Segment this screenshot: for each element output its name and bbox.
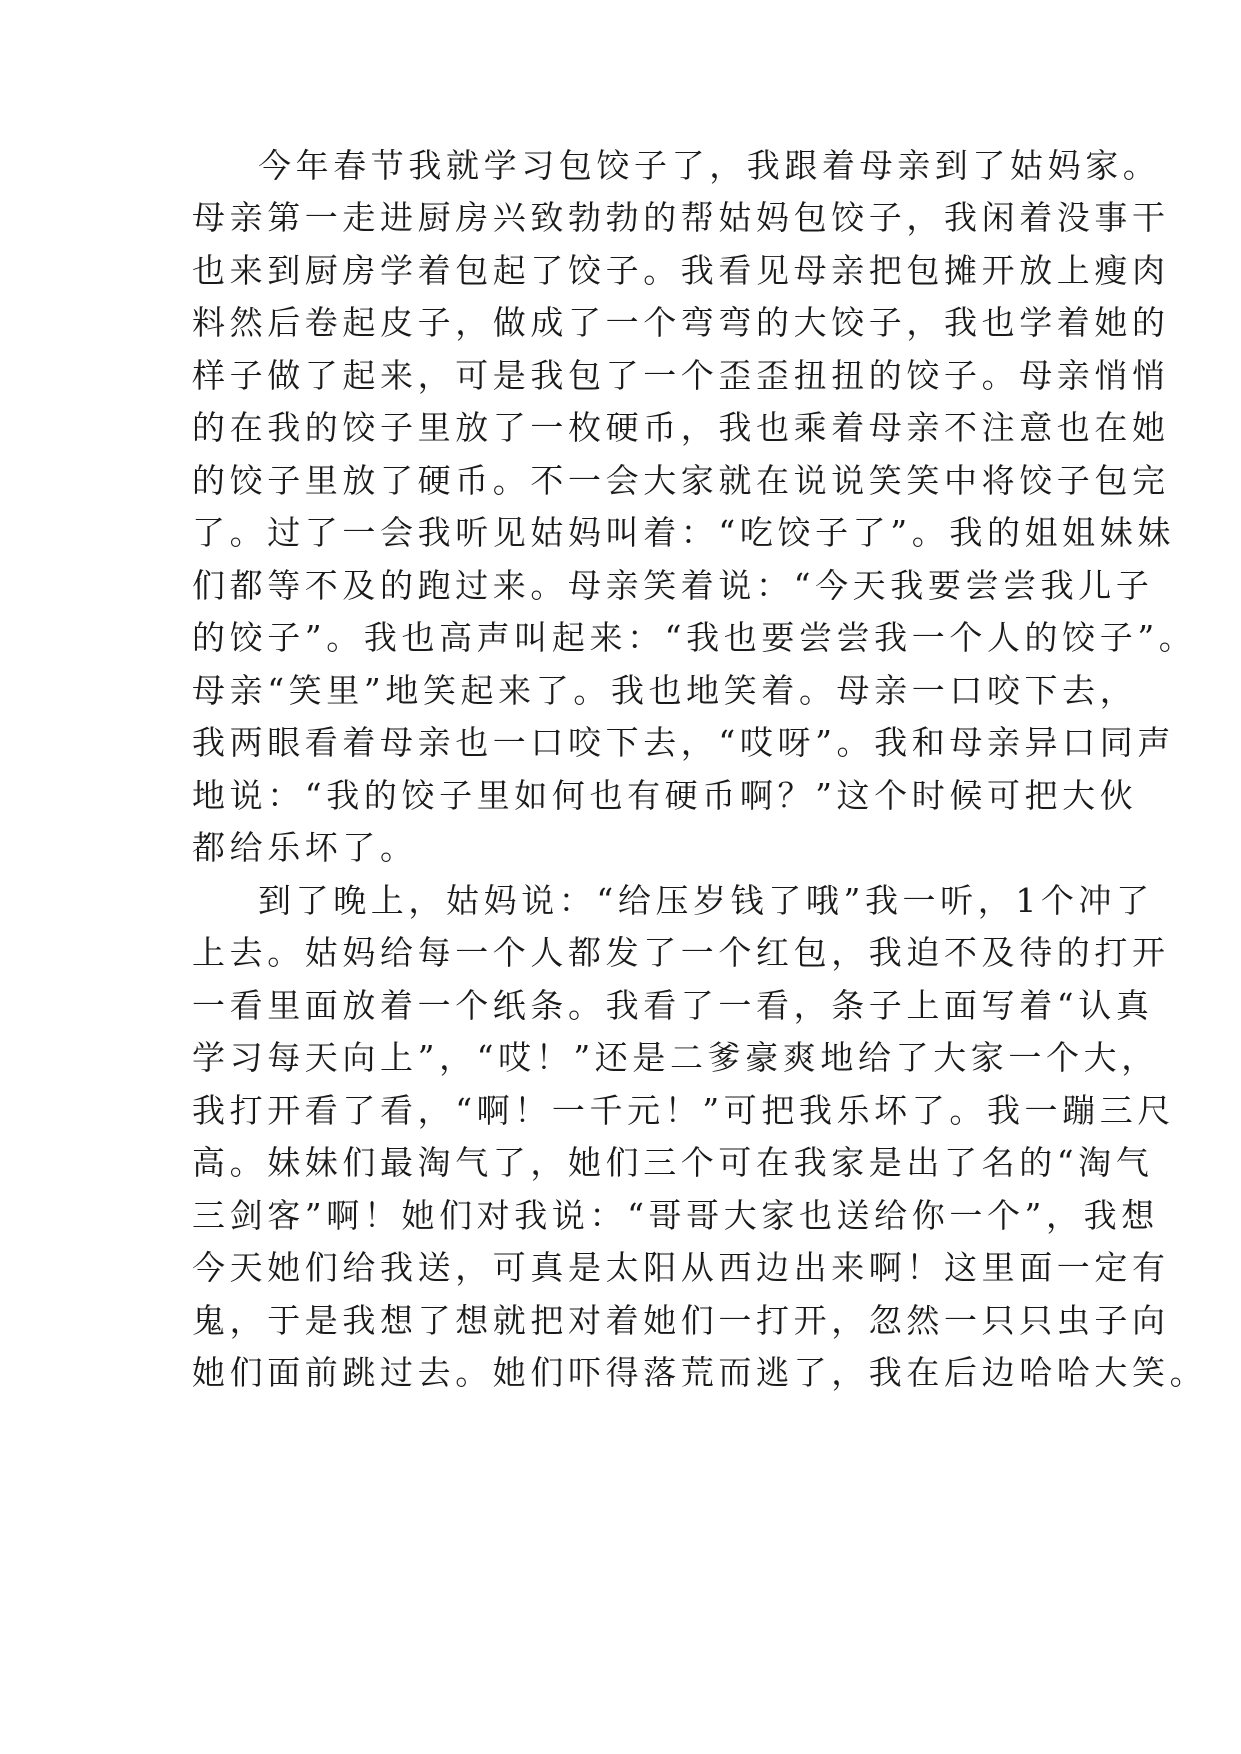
text-line: 都给乐坏了。 <box>192 828 418 867</box>
text-line: 今天她们给我送，可真是太阳从西边出来啊！这里面一定有 <box>192 1248 1170 1287</box>
text-line: 一看里面放着一个纸条。我看了一看，条子上面写着“认真 <box>192 986 1154 1025</box>
text-line: 我打开看了看，“啊！一千元！”可把我乐坏了。我一蹦三尺 <box>192 1091 1175 1130</box>
text-line: 到了晚上，姑妈说：“给压岁钱了哦”我一听，1个冲了 <box>258 881 1154 920</box>
text-line: 的饺子”。我也高声叫起来：“我也要尝尝我一个人的饺子”。 <box>192 618 1197 657</box>
text-line: 上去。姑妈给每一个人都发了一个红包，我迫不及待的打开 <box>192 933 1170 972</box>
text-line: 母亲第一走进厨房兴致勃勃的帮姑妈包饺子，我闲着没事干 <box>192 198 1170 237</box>
text-line: 了。过了一会我听见姑妈叫着：“吃饺子了”。我的姐姐妹妹 <box>192 513 1175 552</box>
text-line: 我两眼看着母亲也一口咬下去，“哎呀”。我和母亲异口同声 <box>192 723 1175 762</box>
text-line: 学习每天向上”，“哎！”还是二爹豪爽地给了大家一个大， <box>192 1038 1159 1077</box>
text-line: 的饺子里放了硬币。不一会大家就在说说笑笑中将饺子包完 <box>192 461 1170 500</box>
text-line: 母亲“笑里”地笑起来了。我也地笑着。母亲一口咬下去， <box>192 671 1138 710</box>
text-line: 的在我的饺子里放了一枚硬币，我也乘着母亲不注意也在她 <box>192 408 1170 447</box>
text-line: 地说：“我的饺子里如何也有硬币啊？”这个时候可把大伙 <box>192 776 1138 815</box>
text-line: 三剑客”啊！她们对我说：“哥哥大家也送给你一个”，我想 <box>192 1196 1159 1235</box>
text-line: 高。妹妹们最淘气了，她们三个可在我家是出了名的“淘气 <box>192 1143 1154 1182</box>
text-line: 也来到厨房学着包起了饺子。我看见母亲把包摊开放上瘦肉 <box>192 251 1170 290</box>
text-line: 们都等不及的跑过来。母亲笑着说：“今天我要尝尝我儿子 <box>192 566 1154 605</box>
text-line: 样子做了起来，可是我包了一个歪歪扭扭的饺子。母亲悄悄 <box>192 356 1170 395</box>
text-line: 鬼，于是我想了想就把对着她们一打开，忽然一只只虫子向 <box>192 1301 1170 1340</box>
text-line: 今年春节我就学习包饺子了，我跟着母亲到了姑妈家。 <box>258 146 1161 185</box>
text-line: 料然后卷起皮子，做成了一个弯弯的大饺子，我也学着她的 <box>192 303 1170 342</box>
text-line: 她们面前跳过去。她们吓得落荒而逃了，我在后边哈哈大笑。 <box>192 1353 1208 1392</box>
